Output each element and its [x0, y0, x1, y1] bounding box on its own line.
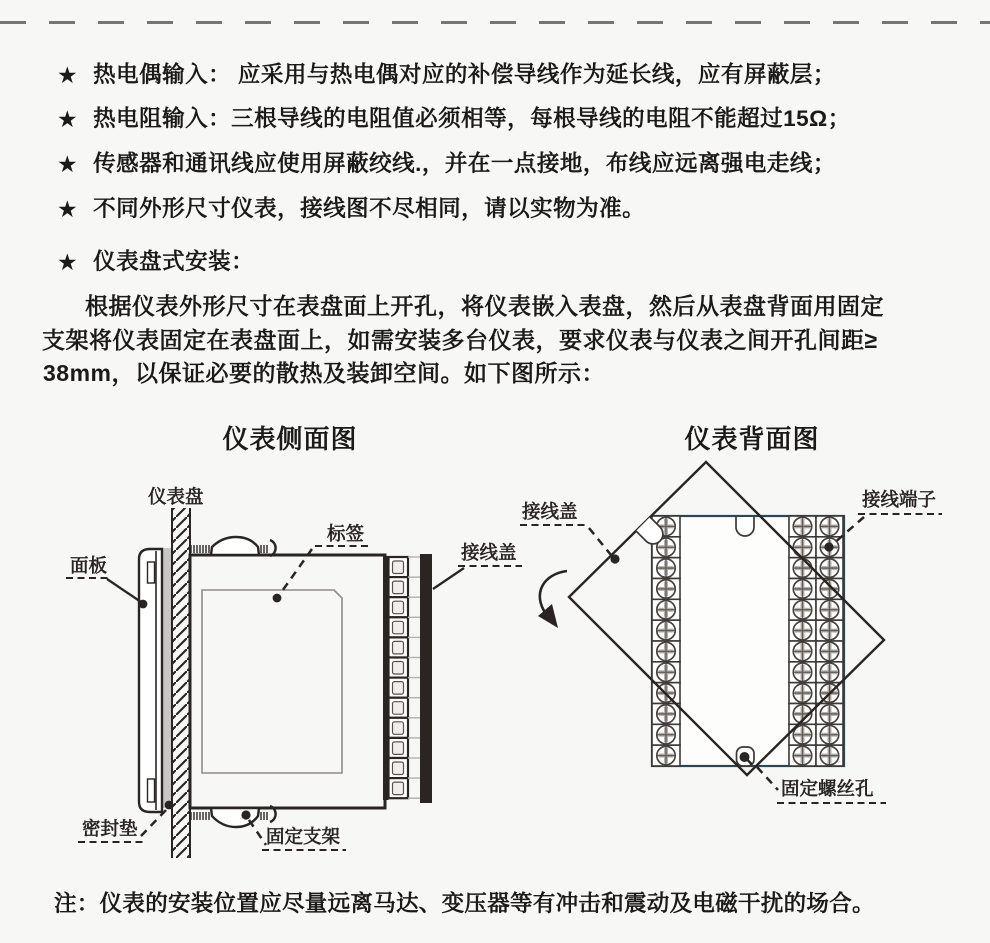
instrument-body [190, 555, 385, 808]
label-screw-hole: 固定螺丝孔 [781, 778, 874, 799]
label-wiring-cover-side: 接线盖 [461, 542, 517, 563]
star-bullet-icon: ★ [57, 249, 79, 275]
bullet-size-note [57, 196, 645, 222]
paragraph-line: 38mm，以保证必要的散热及装卸空间。如下图所示： [43, 360, 605, 386]
label-gasket: 密封垫 [82, 818, 138, 839]
side-view-title: 仪表侧面图 [222, 425, 358, 454]
label-front-panel: 面板 [70, 555, 108, 576]
paragraph-line: 支架将仪表固定在表盘面上，如需安装多台仪表，要求仪表与仪表之间开孔间距≥ [42, 327, 878, 353]
side-view-diagram [66, 486, 522, 858]
star-bullet-icon: ★ [57, 151, 79, 177]
terminal-strip [383, 556, 420, 800]
screw-thread [191, 812, 267, 820]
label-terminals: 接线端子 [862, 489, 937, 510]
bullet-text: 热电阻输入：三根导线的电阻值必须相等，每根导线的电阻不能超过15Ω； [93, 106, 851, 131]
bullet-thermocouple [57, 62, 836, 88]
mounting-notch [736, 517, 754, 536]
paragraph-line: 根据仪表外形尺寸在表盘面上开孔，将仪表嵌入表盘，然后从表盘背面用固定 [85, 293, 884, 319]
wiring-cover-bar [420, 554, 432, 803]
bullet-text: 热电偶输入： 应采用与热电偶对应的补偿导线作为延长线，应有屏蔽层； [93, 62, 836, 87]
terminal-block [652, 516, 844, 766]
cover-edge-notch [636, 517, 663, 544]
dashed-divider [0, 21, 990, 24]
cover-diamond [569, 462, 884, 775]
tag-area [202, 590, 342, 773]
screw-thread [191, 545, 267, 553]
section-title: 仪表盘式安装： [93, 249, 255, 274]
section-heading-panel-install [57, 249, 254, 275]
screw-hole [737, 747, 755, 766]
top-bracket [191, 537, 276, 556]
bottom-bracket [191, 806, 276, 827]
bullet-sensor-wiring [57, 151, 836, 177]
label-wiring-cover-back: 接线盖 [522, 501, 578, 522]
gasket [162, 548, 171, 808]
back-view-title: 仪表背面图 [684, 425, 820, 454]
front-panel [139, 549, 162, 812]
label-tag: 标签 [327, 523, 365, 544]
bullet-rtd [57, 106, 851, 132]
panel-board [172, 508, 190, 858]
bullet-text: 传感器和通讯线应使用屏蔽绞线.，并在一点接地，布线应远离强电走线； [93, 151, 836, 176]
star-bullet-icon: ★ [57, 196, 79, 222]
label-panel-board: 仪表盘 [148, 486, 204, 507]
back-view-diagram [520, 462, 942, 803]
label-bracket: 固定支架 [266, 826, 341, 847]
rotation-arrow-icon [538, 571, 567, 628]
footer-note: 注：仪表的安装位置应尽量远离马达、变压器等有冲击和震动及电磁干扰的场合。 [54, 891, 875, 916]
star-bullet-icon: ★ [57, 62, 79, 88]
bullet-text: 不同外形尺寸仪表，接线图不尽相同，请以实物为准。 [93, 196, 646, 221]
star-bullet-icon: ★ [57, 106, 79, 132]
